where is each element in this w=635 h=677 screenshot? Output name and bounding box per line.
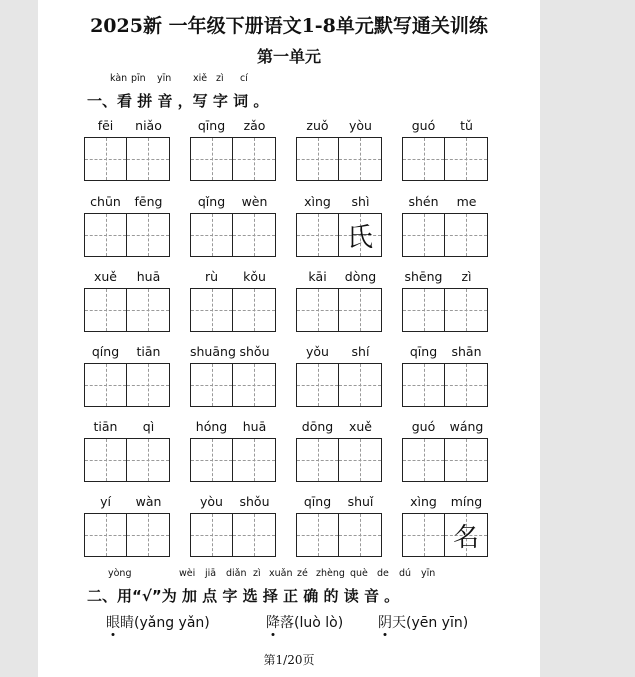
tian-zi-ge-pair (190, 363, 276, 407)
writing-cell[interactable] (297, 289, 339, 331)
writing-cell[interactable] (233, 289, 275, 331)
cell-character (403, 514, 445, 556)
pinyin-syllable: guó (411, 419, 436, 434)
writing-cell[interactable] (403, 214, 445, 256)
pinyin-syllable: shí (351, 344, 370, 359)
cell-character (85, 364, 127, 406)
writing-cell[interactable] (191, 214, 233, 256)
cell-character (403, 439, 445, 481)
pinyin-syllable: shān (451, 344, 482, 359)
writing-cell[interactable] (297, 364, 339, 406)
pinyin-syllable: qīng (197, 118, 226, 133)
cell-character (233, 364, 275, 406)
pinyin-syllable: tǔ (460, 118, 473, 133)
writing-cell[interactable] (127, 214, 169, 256)
writing-cell[interactable] (445, 214, 487, 256)
cell-character (403, 289, 445, 331)
cell-character (445, 138, 487, 180)
writing-cell[interactable] (233, 364, 275, 406)
cell-character (445, 364, 487, 406)
writing-cell[interactable] (191, 289, 233, 331)
word-pinyin (402, 194, 488, 210)
tian-zi-ge-pair (296, 363, 382, 407)
pinyin-syllable: qíng (91, 344, 120, 359)
tian-zi-ge-pair (296, 213, 382, 257)
word-pinyin (402, 419, 488, 435)
document-page (38, 0, 540, 677)
writing-cell[interactable] (403, 364, 445, 406)
pinyin-syllable: niǎo (135, 118, 162, 133)
writing-cell[interactable] (85, 138, 127, 180)
writing-cell[interactable] (85, 514, 127, 556)
pinyin-syllable: yòu (349, 118, 372, 133)
writing-cell[interactable] (339, 138, 381, 180)
cell-character (191, 439, 233, 481)
writing-cell[interactable] (445, 138, 487, 180)
word-pinyin (296, 194, 382, 210)
cell-character (233, 289, 275, 331)
writing-cell[interactable] (445, 439, 487, 481)
word-pinyin (84, 419, 170, 435)
word-pinyin (190, 344, 276, 360)
pinyin-syllable: shǒu (239, 344, 270, 359)
tian-zi-ge-pair (402, 363, 488, 407)
writing-cell[interactable] (339, 364, 381, 406)
pinyin-syllable: qīng (409, 344, 438, 359)
pinyin-syllable: tiān (136, 344, 161, 359)
writing-cell[interactable] (191, 514, 233, 556)
writing-cell[interactable] (403, 289, 445, 331)
cell-character (233, 514, 275, 556)
word-pinyin (190, 269, 276, 285)
word-pinyin (402, 494, 488, 510)
document-title: 2025新 一年级下册语文1-8单元默写通关训练 (90, 15, 488, 37)
tian-zi-ge-pair (402, 513, 488, 557)
pinyin-syllable: shuāng (190, 344, 236, 359)
writing-cell[interactable] (339, 214, 381, 256)
writing-cell[interactable] (403, 439, 445, 481)
writing-cell[interactable] (339, 439, 381, 481)
writing-cell[interactable] (127, 138, 169, 180)
unit-title: 第一单元 (256, 47, 321, 66)
word-pinyin (84, 118, 170, 134)
page-number: 第1/20页 (263, 653, 315, 667)
pinyin-syllable: shì (351, 194, 370, 209)
cell-character (233, 138, 275, 180)
tian-zi-ge-pair (402, 213, 488, 257)
cell-character (85, 439, 127, 481)
cell-character (339, 364, 381, 406)
tian-zi-ge-pair (190, 213, 276, 257)
writing-cell[interactable] (85, 439, 127, 481)
pinyin-syllable: rù (204, 269, 219, 284)
writing-cell[interactable] (445, 289, 487, 331)
tian-zi-ge-pair (190, 288, 276, 332)
pinyin-syllable: qǐng (197, 194, 226, 209)
pinyin-syllable: me (456, 194, 477, 209)
pinyin-syllable: yòu (200, 494, 223, 509)
writing-cell[interactable] (297, 514, 339, 556)
word-pinyin (402, 118, 488, 134)
tian-zi-ge-pair (296, 137, 382, 181)
pinyin-syllable: fēi (97, 118, 114, 133)
tian-zi-ge-pair (402, 137, 488, 181)
cell-character (127, 289, 169, 331)
cell-character (85, 289, 127, 331)
pinyin-syllable: xìng (304, 194, 331, 209)
cell-character (127, 439, 169, 481)
pinyin-syllable: wàn (135, 494, 162, 509)
writing-cell[interactable] (191, 138, 233, 180)
writing-cell[interactable] (127, 289, 169, 331)
cell-character (127, 138, 169, 180)
pinyin-syllable: zǎo (243, 118, 266, 133)
tian-zi-ge-pair (190, 137, 276, 181)
writing-cell[interactable] (85, 364, 127, 406)
cell-character (297, 138, 339, 180)
writing-cell[interactable] (85, 214, 127, 256)
tian-zi-ge-pair (296, 288, 382, 332)
cell-character (339, 138, 381, 180)
pinyin-syllable: shǒu (239, 494, 270, 509)
tian-zi-ge-pair (84, 363, 170, 407)
writing-cell[interactable] (191, 439, 233, 481)
pinyin-syllable: huā (136, 269, 161, 284)
cell-character: 名 (452, 522, 479, 553)
pinyin-syllable: chūn (90, 194, 121, 209)
pinyin-syllable: xìng (410, 494, 437, 509)
word-pinyin (190, 494, 276, 510)
cell-character (445, 439, 487, 481)
writing-cell[interactable] (403, 514, 445, 556)
cell-character (339, 514, 381, 556)
writing-cell[interactable] (297, 214, 339, 256)
tian-zi-ge-pair (402, 438, 488, 482)
cell-character (297, 439, 339, 481)
writing-cell[interactable] (445, 364, 487, 406)
cell-character (339, 439, 381, 481)
writing-cell[interactable] (191, 364, 233, 406)
tian-zi-ge-pair (296, 513, 382, 557)
cell-character (297, 514, 339, 556)
cell-character (445, 214, 487, 256)
cell-character (233, 214, 275, 256)
cell-character (191, 364, 233, 406)
tian-zi-ge-pair (84, 137, 170, 181)
pinyin-syllable: fēng (134, 194, 163, 209)
word-pinyin (296, 344, 382, 360)
pinyin-syllable: qīng (303, 494, 332, 509)
pinyin-syllable: kāi (308, 269, 327, 284)
pinyin-syllable: guó (411, 118, 436, 133)
word-choice-1: 眼睛(yǎng yǎn) (106, 615, 210, 631)
section-1-label: 一、看 拼 音 ，写 字 词 。 (87, 92, 269, 110)
writing-cell[interactable] (445, 514, 487, 556)
tian-zi-ge-pair (84, 288, 170, 332)
writing-cell[interactable] (127, 439, 169, 481)
tian-zi-ge-pair (190, 513, 276, 557)
writing-cell[interactable] (403, 138, 445, 180)
pinyin-syllable: xuě (93, 269, 117, 284)
cell-character (127, 514, 169, 556)
cell-character (403, 364, 445, 406)
writing-cell[interactable] (127, 364, 169, 406)
pinyin-syllable: hóng (195, 419, 228, 434)
word-choice-3: 阴天(yēn yīn) (378, 615, 469, 631)
pinyin-syllable: tiān (93, 419, 118, 434)
pinyin-syllable: qì (142, 419, 155, 434)
pinyin-syllable: kǒu (243, 269, 266, 284)
cell-character (85, 138, 127, 180)
pinyin-syllable: míng (450, 494, 483, 509)
cell-character (127, 214, 169, 256)
word-pinyin (296, 269, 382, 285)
pinyin-syllable: yí (100, 494, 111, 509)
word-pinyin (296, 419, 382, 435)
cell-character (191, 214, 233, 256)
cell-character (297, 289, 339, 331)
cell-character (127, 364, 169, 406)
pinyin-syllable: dòng (344, 269, 377, 284)
pinyin-syllable: xuě (348, 419, 372, 434)
pronunciation-options[interactable]: (luò lò) (294, 615, 344, 631)
tian-zi-ge-pair (84, 213, 170, 257)
pinyin-syllable: zuǒ (306, 118, 329, 133)
cell-character (297, 364, 339, 406)
word-pinyin (84, 269, 170, 285)
writing-cell[interactable] (233, 439, 275, 481)
word-pinyin (296, 118, 382, 134)
section-2-heading: yòng wèi jiā diǎn zì xuǎn zé zhèng què de dú yīn 二、用“√”为 加 点 字 选 择 正 确 的 读 音 。 (87, 568, 436, 605)
cell-character (403, 214, 445, 256)
pinyin-syllable: wèn (241, 194, 268, 209)
pinyin-syllable: wáng (449, 419, 484, 434)
pronunciation-options[interactable]: (yǎng yǎn) (134, 615, 210, 631)
writing-cell[interactable] (233, 214, 275, 256)
pinyin-syllable: yǒu (306, 344, 329, 359)
tian-zi-ge-pair (190, 438, 276, 482)
cell-character (85, 214, 127, 256)
word-pinyin (296, 494, 382, 510)
cell-character (233, 439, 275, 481)
writing-cell[interactable] (85, 289, 127, 331)
cell-character (297, 214, 339, 256)
tian-zi-ge-pair (84, 513, 170, 557)
pinyin-syllable: huā (242, 419, 267, 434)
section-1-heading: kàn pīn yīn xiě zì cí 一、看 拼 音 ，写 字 词 。 (87, 73, 269, 110)
word-pinyin (190, 194, 276, 210)
word-pinyin (190, 118, 276, 134)
word-pinyin (84, 194, 170, 210)
word-choice-2: 降落(luò lò) (266, 615, 344, 631)
word-pinyin (84, 344, 170, 360)
pinyin-syllable: shēng (404, 269, 443, 284)
cell-character (191, 138, 233, 180)
word-pinyin (402, 269, 488, 285)
writing-cell[interactable] (339, 514, 381, 556)
cell-character (403, 138, 445, 180)
word-pinyin (190, 419, 276, 435)
writing-cell[interactable] (297, 138, 339, 180)
word-pinyin (84, 494, 170, 510)
writing-cell[interactable] (233, 138, 275, 180)
tian-zi-ge-pair (402, 288, 488, 332)
word-pinyin (402, 344, 488, 360)
cell-character (191, 289, 233, 331)
writing-cell[interactable] (127, 514, 169, 556)
pinyin-syllable: shén (408, 194, 439, 209)
cell-character (191, 514, 233, 556)
pronunciation-options[interactable]: (yēn yīn) (406, 615, 469, 631)
section-2-label: 二、用“√”为 加 点 字 选 择 正 确 的 读 音 。 (87, 587, 400, 605)
cell-character (85, 514, 127, 556)
writing-cell[interactable] (339, 289, 381, 331)
cell-character (339, 289, 381, 331)
writing-cell[interactable] (233, 514, 275, 556)
cell-character (445, 289, 487, 331)
pinyin-syllable: dōng (301, 419, 334, 434)
cell-character: 氏 (346, 222, 373, 253)
writing-cell[interactable] (297, 439, 339, 481)
pinyin-syllable: shuǐ (347, 494, 374, 509)
tian-zi-ge-pair (84, 438, 170, 482)
pinyin-syllable: zì (461, 269, 472, 284)
tian-zi-ge-pair (296, 438, 382, 482)
